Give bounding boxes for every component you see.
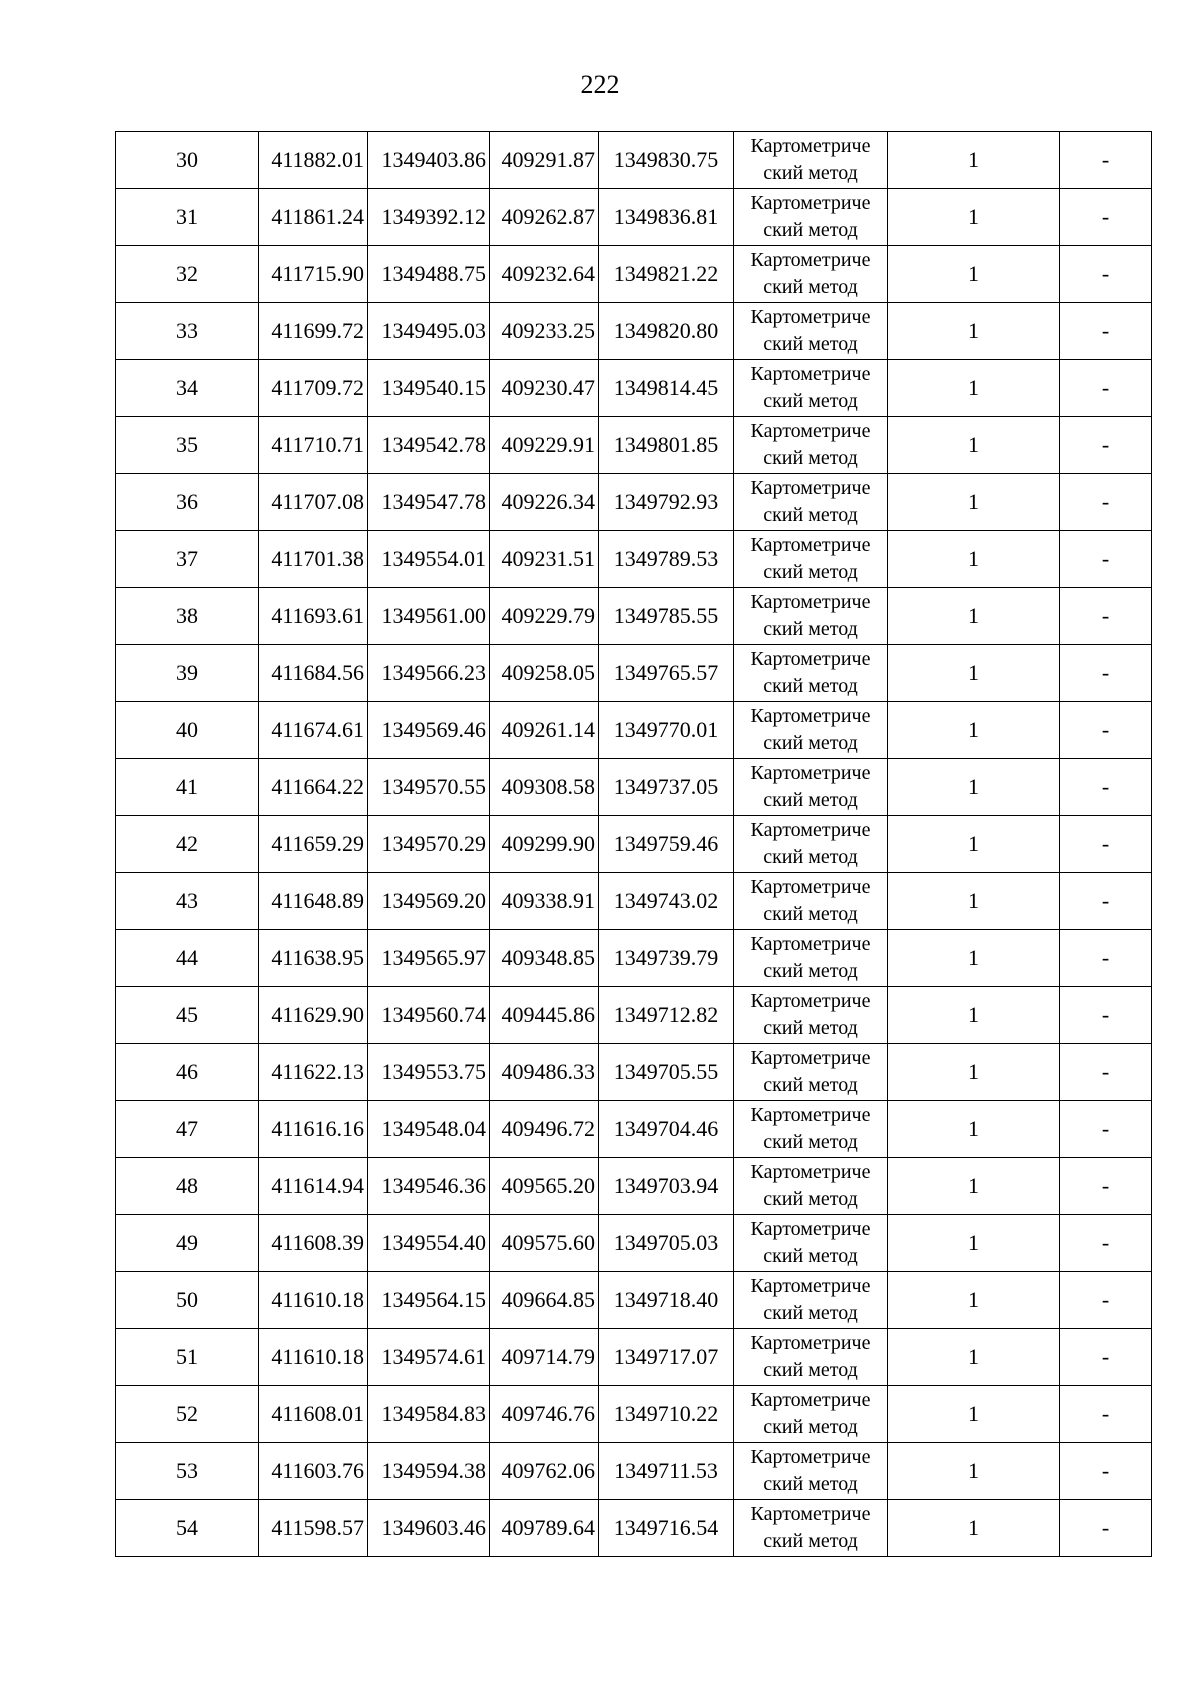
accuracy-cell: 1 — [888, 1329, 1060, 1386]
method-cell — [734, 645, 888, 702]
point-number-cell: 47 — [116, 1101, 259, 1158]
y1-coordinate-cell: 1349594.38 — [368, 1443, 490, 1500]
method-line-2: ский метод — [763, 1416, 858, 1438]
note-cell: - — [1060, 645, 1152, 702]
method-cell — [734, 930, 888, 987]
y2-coordinate-cell: 1349705.03 — [599, 1215, 734, 1272]
point-number-cell: 38 — [116, 588, 259, 645]
method-cell — [734, 417, 888, 474]
table-row — [116, 303, 1152, 360]
x1-coordinate-cell: 411608.01 — [259, 1386, 368, 1443]
note-cell: - — [1060, 303, 1152, 360]
y1-coordinate-cell: 1349392.12 — [368, 189, 490, 246]
method-line-1: Картометриче — [750, 705, 871, 727]
x2-coordinate-cell: 409230.47 — [490, 360, 599, 417]
point-number-cell: 45 — [116, 987, 259, 1044]
accuracy-cell: 1 — [888, 873, 1060, 930]
x1-coordinate-cell: 411882.01 — [259, 132, 368, 189]
y1-coordinate-cell: 1349574.61 — [368, 1329, 490, 1386]
y1-coordinate-cell: 1349566.23 — [368, 645, 490, 702]
point-number-cell: 37 — [116, 531, 259, 588]
point-number-cell: 46 — [116, 1044, 259, 1101]
method-line-2: ский метод — [763, 447, 858, 469]
point-number-cell: 49 — [116, 1215, 259, 1272]
method-line-1: Картометриче — [750, 876, 871, 898]
y1-coordinate-cell: 1349584.83 — [368, 1386, 490, 1443]
point-number-cell: 51 — [116, 1329, 259, 1386]
method-line-2: ский метод — [763, 675, 858, 697]
x2-coordinate-cell: 409299.90 — [490, 816, 599, 873]
table-row — [116, 930, 1152, 987]
x2-coordinate-cell: 409229.91 — [490, 417, 599, 474]
method-line-2: ский метод — [763, 1530, 858, 1552]
x1-coordinate-cell: 411638.95 — [259, 930, 368, 987]
y1-coordinate-cell: 1349548.04 — [368, 1101, 490, 1158]
x1-coordinate-cell: 411693.61 — [259, 588, 368, 645]
x2-coordinate-cell: 409496.72 — [490, 1101, 599, 1158]
note-cell: - — [1060, 930, 1152, 987]
table-row — [116, 189, 1152, 246]
y2-coordinate-cell: 1349814.45 — [599, 360, 734, 417]
method-cell — [734, 873, 888, 930]
x1-coordinate-cell: 411684.56 — [259, 645, 368, 702]
x1-coordinate-cell: 411622.13 — [259, 1044, 368, 1101]
point-number-cell: 30 — [116, 132, 259, 189]
accuracy-cell: 1 — [888, 645, 1060, 702]
method-line-1: Картометриче — [750, 1332, 871, 1354]
x2-coordinate-cell: 409348.85 — [490, 930, 599, 987]
y2-coordinate-cell: 1349716.54 — [599, 1500, 734, 1557]
method-line-1: Картометриче — [750, 762, 871, 784]
y2-coordinate-cell: 1349704.46 — [599, 1101, 734, 1158]
y1-coordinate-cell: 1349565.97 — [368, 930, 490, 987]
note-cell: - — [1060, 816, 1152, 873]
y1-coordinate-cell: 1349561.00 — [368, 588, 490, 645]
method-line-2: ский метод — [763, 960, 858, 982]
page-number: 222 — [580, 70, 620, 99]
y1-coordinate-cell: 1349570.29 — [368, 816, 490, 873]
table-row — [116, 645, 1152, 702]
method-line-2: ский метод — [763, 276, 858, 298]
y2-coordinate-cell: 1349737.05 — [599, 759, 734, 816]
x2-coordinate-cell: 409789.64 — [490, 1500, 599, 1557]
method-line-1: Картометриче — [750, 534, 871, 556]
method-line-1: Картометриче — [750, 1047, 871, 1069]
accuracy-cell: 1 — [888, 1386, 1060, 1443]
method-line-1: Картометриче — [750, 648, 871, 670]
table-row — [116, 702, 1152, 759]
x1-coordinate-cell: 411701.38 — [259, 531, 368, 588]
accuracy-cell: 1 — [888, 246, 1060, 303]
x1-coordinate-cell: 411629.90 — [259, 987, 368, 1044]
method-cell — [734, 816, 888, 873]
y2-coordinate-cell: 1349759.46 — [599, 816, 734, 873]
method-line-1: Картометриче — [750, 477, 871, 499]
method-line-2: ский метод — [763, 390, 858, 412]
x2-coordinate-cell: 409261.14 — [490, 702, 599, 759]
note-cell: - — [1060, 1158, 1152, 1215]
point-number-cell: 48 — [116, 1158, 259, 1215]
y2-coordinate-cell: 1349765.57 — [599, 645, 734, 702]
table-row — [116, 987, 1152, 1044]
y1-coordinate-cell: 1349495.03 — [368, 303, 490, 360]
method-cell — [734, 1215, 888, 1272]
method-line-1: Картометриче — [750, 990, 871, 1012]
y1-coordinate-cell: 1349554.01 — [368, 531, 490, 588]
y2-coordinate-cell: 1349710.22 — [599, 1386, 734, 1443]
method-cell — [734, 987, 888, 1044]
x2-coordinate-cell: 409232.64 — [490, 246, 599, 303]
y2-coordinate-cell: 1349770.01 — [599, 702, 734, 759]
x2-coordinate-cell: 409338.91 — [490, 873, 599, 930]
table-row — [116, 588, 1152, 645]
coordinates-table — [115, 131, 1152, 1557]
x1-coordinate-cell: 411598.57 — [259, 1500, 368, 1557]
method-cell — [734, 132, 888, 189]
accuracy-cell: 1 — [888, 132, 1060, 189]
table-row — [116, 1158, 1152, 1215]
note-cell: - — [1060, 1500, 1152, 1557]
x1-coordinate-cell: 411659.29 — [259, 816, 368, 873]
method-cell — [734, 1443, 888, 1500]
x1-coordinate-cell: 411709.72 — [259, 360, 368, 417]
y1-coordinate-cell: 1349540.15 — [368, 360, 490, 417]
method-line-2: ский метод — [763, 333, 858, 355]
y1-coordinate-cell: 1349542.78 — [368, 417, 490, 474]
y2-coordinate-cell: 1349717.07 — [599, 1329, 734, 1386]
method-cell — [734, 1158, 888, 1215]
accuracy-cell: 1 — [888, 702, 1060, 759]
x1-coordinate-cell: 411664.22 — [259, 759, 368, 816]
point-number-cell: 52 — [116, 1386, 259, 1443]
note-cell: - — [1060, 1101, 1152, 1158]
x2-coordinate-cell: 409262.87 — [490, 189, 599, 246]
table-row — [116, 1500, 1152, 1557]
table-row — [116, 1329, 1152, 1386]
table-row — [116, 1386, 1152, 1443]
method-cell — [734, 474, 888, 531]
accuracy-cell: 1 — [888, 1500, 1060, 1557]
method-cell — [734, 1329, 888, 1386]
x1-coordinate-cell: 411715.90 — [259, 246, 368, 303]
table-row — [116, 1215, 1152, 1272]
accuracy-cell: 1 — [888, 816, 1060, 873]
method-line-2: ский метод — [763, 789, 858, 811]
point-number-cell: 34 — [116, 360, 259, 417]
y2-coordinate-cell: 1349712.82 — [599, 987, 734, 1044]
method-line-1: Картометриче — [750, 363, 871, 385]
y1-coordinate-cell: 1349554.40 — [368, 1215, 490, 1272]
method-cell — [734, 1500, 888, 1557]
method-line-1: Картометриче — [750, 192, 871, 214]
method-line-2: ский метод — [763, 219, 858, 241]
y1-coordinate-cell: 1349564.15 — [368, 1272, 490, 1329]
y1-coordinate-cell: 1349546.36 — [368, 1158, 490, 1215]
accuracy-cell: 1 — [888, 1158, 1060, 1215]
accuracy-cell: 1 — [888, 759, 1060, 816]
accuracy-cell: 1 — [888, 1215, 1060, 1272]
method-cell — [734, 1044, 888, 1101]
table-row — [116, 360, 1152, 417]
note-cell: - — [1060, 702, 1152, 759]
accuracy-cell: 1 — [888, 417, 1060, 474]
note-cell: - — [1060, 1044, 1152, 1101]
method-line-2: ский метод — [763, 1473, 858, 1495]
point-number-cell: 33 — [116, 303, 259, 360]
accuracy-cell: 1 — [888, 1443, 1060, 1500]
x2-coordinate-cell: 409308.58 — [490, 759, 599, 816]
method-line-2: ский метод — [763, 732, 858, 754]
x2-coordinate-cell: 409445.86 — [490, 987, 599, 1044]
note-cell: - — [1060, 360, 1152, 417]
method-line-2: ский метод — [763, 561, 858, 583]
note-cell: - — [1060, 1386, 1152, 1443]
method-cell — [734, 246, 888, 303]
x2-coordinate-cell: 409291.87 — [490, 132, 599, 189]
accuracy-cell: 1 — [888, 1044, 1060, 1101]
x2-coordinate-cell: 409762.06 — [490, 1443, 599, 1500]
note-cell: - — [1060, 873, 1152, 930]
note-cell: - — [1060, 189, 1152, 246]
method-line-2: ский метод — [763, 1131, 858, 1153]
method-line-1: Картометриче — [750, 1104, 871, 1126]
method-cell — [734, 531, 888, 588]
y1-coordinate-cell: 1349488.75 — [368, 246, 490, 303]
x1-coordinate-cell: 411610.18 — [259, 1272, 368, 1329]
point-number-cell: 35 — [116, 417, 259, 474]
accuracy-cell: 1 — [888, 531, 1060, 588]
note-cell: - — [1060, 1272, 1152, 1329]
method-line-1: Картометриче — [750, 591, 871, 613]
x1-coordinate-cell: 411610.18 — [259, 1329, 368, 1386]
point-number-cell: 43 — [116, 873, 259, 930]
method-cell — [734, 759, 888, 816]
y1-coordinate-cell: 1349569.20 — [368, 873, 490, 930]
table-body — [116, 132, 1152, 1557]
x1-coordinate-cell: 411710.71 — [259, 417, 368, 474]
table-row — [116, 759, 1152, 816]
table-row — [116, 1101, 1152, 1158]
method-cell — [734, 588, 888, 645]
method-line-2: ский метод — [763, 846, 858, 868]
note-cell: - — [1060, 132, 1152, 189]
point-number-cell: 31 — [116, 189, 259, 246]
y2-coordinate-cell: 1349718.40 — [599, 1272, 734, 1329]
method-line-2: ский метод — [763, 1245, 858, 1267]
accuracy-cell: 1 — [888, 588, 1060, 645]
table-row — [116, 873, 1152, 930]
y2-coordinate-cell: 1349792.93 — [599, 474, 734, 531]
x1-coordinate-cell: 411861.24 — [259, 189, 368, 246]
point-number-cell: 32 — [116, 246, 259, 303]
accuracy-cell: 1 — [888, 303, 1060, 360]
method-line-1: Картометриче — [750, 306, 871, 328]
method-line-2: ский метод — [763, 504, 858, 526]
method-cell — [734, 1272, 888, 1329]
method-line-1: Картометриче — [750, 1503, 871, 1525]
accuracy-cell: 1 — [888, 189, 1060, 246]
method-line-1: Картометриче — [750, 1389, 871, 1411]
table-row — [116, 531, 1152, 588]
method-line-2: ский метод — [763, 1302, 858, 1324]
accuracy-cell: 1 — [888, 987, 1060, 1044]
method-line-1: Картометриче — [750, 249, 871, 271]
point-number-cell: 41 — [116, 759, 259, 816]
y2-coordinate-cell: 1349820.80 — [599, 303, 734, 360]
note-cell: - — [1060, 246, 1152, 303]
y1-coordinate-cell: 1349560.74 — [368, 987, 490, 1044]
accuracy-cell: 1 — [888, 360, 1060, 417]
x1-coordinate-cell: 411674.61 — [259, 702, 368, 759]
y1-coordinate-cell: 1349603.46 — [368, 1500, 490, 1557]
x2-coordinate-cell: 409746.76 — [490, 1386, 599, 1443]
point-number-cell: 54 — [116, 1500, 259, 1557]
method-line-1: Картометриче — [750, 1446, 871, 1468]
method-line-2: ский метод — [763, 162, 858, 184]
method-line-1: Картометриче — [750, 1218, 871, 1240]
table-row — [116, 246, 1152, 303]
x1-coordinate-cell: 411648.89 — [259, 873, 368, 930]
method-cell — [734, 1386, 888, 1443]
y1-coordinate-cell: 1349569.46 — [368, 702, 490, 759]
x1-coordinate-cell: 411699.72 — [259, 303, 368, 360]
table-row — [116, 1272, 1152, 1329]
point-number-cell: 36 — [116, 474, 259, 531]
point-number-cell: 50 — [116, 1272, 259, 1329]
note-cell: - — [1060, 1329, 1152, 1386]
method-line-2: ский метод — [763, 618, 858, 640]
y2-coordinate-cell: 1349789.53 — [599, 531, 734, 588]
y2-coordinate-cell: 1349705.55 — [599, 1044, 734, 1101]
method-line-2: ский метод — [763, 1017, 858, 1039]
method-line-1: Картометриче — [750, 933, 871, 955]
y2-coordinate-cell: 1349711.53 — [599, 1443, 734, 1500]
note-cell: - — [1060, 1443, 1152, 1500]
x2-coordinate-cell: 409258.05 — [490, 645, 599, 702]
method-cell — [734, 303, 888, 360]
method-line-1: Картометриче — [750, 819, 871, 841]
table-row — [116, 132, 1152, 189]
y2-coordinate-cell: 1349703.94 — [599, 1158, 734, 1215]
accuracy-cell: 1 — [888, 1272, 1060, 1329]
x2-coordinate-cell: 409226.34 — [490, 474, 599, 531]
table-row — [116, 1044, 1152, 1101]
point-number-cell: 39 — [116, 645, 259, 702]
method-line-2: ский метод — [763, 1074, 858, 1096]
y2-coordinate-cell: 1349739.79 — [599, 930, 734, 987]
x1-coordinate-cell: 411616.16 — [259, 1101, 368, 1158]
y1-coordinate-cell: 1349570.55 — [368, 759, 490, 816]
method-cell — [734, 189, 888, 246]
point-number-cell: 53 — [116, 1443, 259, 1500]
method-line-1: Картометриче — [750, 1161, 871, 1183]
x2-coordinate-cell: 409486.33 — [490, 1044, 599, 1101]
x2-coordinate-cell: 409233.25 — [490, 303, 599, 360]
x2-coordinate-cell: 409575.60 — [490, 1215, 599, 1272]
x1-coordinate-cell: 411707.08 — [259, 474, 368, 531]
method-cell — [734, 360, 888, 417]
note-cell: - — [1060, 759, 1152, 816]
note-cell: - — [1060, 417, 1152, 474]
method-cell — [734, 1101, 888, 1158]
method-line-1: Картометриче — [750, 1275, 871, 1297]
method-line-1: Картометриче — [750, 420, 871, 442]
note-cell: - — [1060, 474, 1152, 531]
x2-coordinate-cell: 409231.51 — [490, 531, 599, 588]
x1-coordinate-cell: 411614.94 — [259, 1158, 368, 1215]
y1-coordinate-cell: 1349547.78 — [368, 474, 490, 531]
note-cell: - — [1060, 1215, 1152, 1272]
method-cell — [734, 702, 888, 759]
note-cell: - — [1060, 987, 1152, 1044]
method-line-2: ский метод — [763, 1188, 858, 1210]
y1-coordinate-cell: 1349403.86 — [368, 132, 490, 189]
y2-coordinate-cell: 1349830.75 — [599, 132, 734, 189]
note-cell: - — [1060, 588, 1152, 645]
method-line-2: ский метод — [763, 903, 858, 925]
table-row — [116, 816, 1152, 873]
x1-coordinate-cell: 411603.76 — [259, 1443, 368, 1500]
x2-coordinate-cell: 409229.79 — [490, 588, 599, 645]
x1-coordinate-cell: 411608.39 — [259, 1215, 368, 1272]
y2-coordinate-cell: 1349836.81 — [599, 189, 734, 246]
method-line-2: ский метод — [763, 1359, 858, 1381]
y2-coordinate-cell: 1349743.02 — [599, 873, 734, 930]
x2-coordinate-cell: 409565.20 — [490, 1158, 599, 1215]
x2-coordinate-cell: 409714.79 — [490, 1329, 599, 1386]
x2-coordinate-cell: 409664.85 — [490, 1272, 599, 1329]
y1-coordinate-cell: 1349553.75 — [368, 1044, 490, 1101]
y2-coordinate-cell: 1349801.85 — [599, 417, 734, 474]
accuracy-cell: 1 — [888, 474, 1060, 531]
table-row — [116, 417, 1152, 474]
table-row — [116, 1443, 1152, 1500]
accuracy-cell: 1 — [888, 1101, 1060, 1158]
accuracy-cell: 1 — [888, 930, 1060, 987]
y2-coordinate-cell: 1349785.55 — [599, 588, 734, 645]
note-cell: - — [1060, 531, 1152, 588]
method-line-1: Картометриче — [750, 135, 871, 157]
point-number-cell: 44 — [116, 930, 259, 987]
point-number-cell: 40 — [116, 702, 259, 759]
point-number-cell: 42 — [116, 816, 259, 873]
y2-coordinate-cell: 1349821.22 — [599, 246, 734, 303]
table-row — [116, 474, 1152, 531]
